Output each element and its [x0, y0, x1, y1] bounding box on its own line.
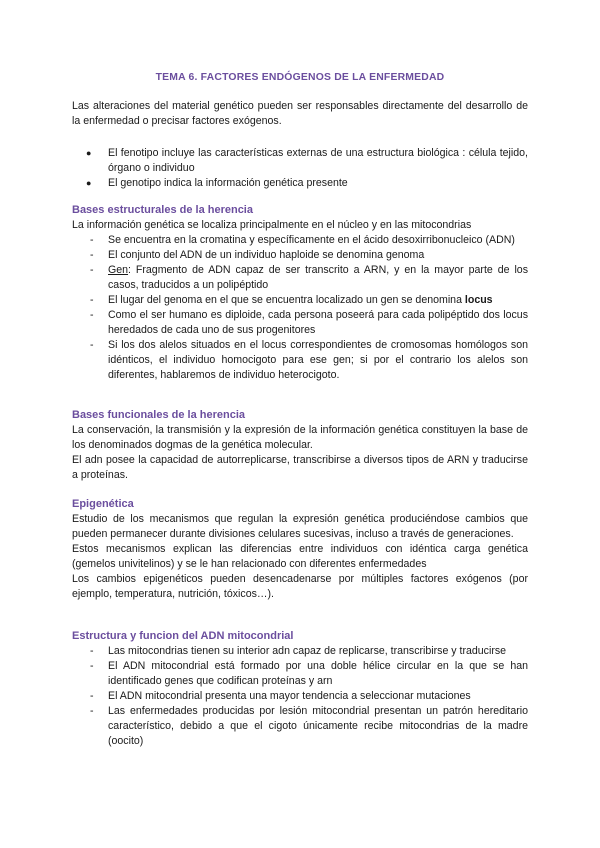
list-item: - Las enfermedades producidas por lesión mitocondrial presentan un patrón hereditario característico, debido a que el cigoto únicamente recibe mitocondrias de la madre (oocito): [72, 704, 528, 749]
bullet-item: ● El fenotipo incluye las características externas de una estructura biológica : célula tejido, órgano o individuo: [72, 146, 528, 176]
document-title: TEMA 6. FACTORES ENDÓGENOS DE LA ENFERMEDAD: [155, 72, 445, 83]
list-item: [72, 263, 528, 293]
list-item: [72, 293, 528, 308]
paragraph: La conservación, la transmisión y la expresión de la información genética constituyen la base de los denominados dogmas de la genética molecular.: [72, 424, 528, 451]
list-item: - Se encuentra en la cromatina y específicamente en el ácido desoxirribonucleico (ADN): [72, 233, 528, 248]
section-mitochondrial-dna: [72, 629, 528, 749]
section-epigenetics: [72, 497, 528, 602]
term-gen: Gen: [108, 264, 129, 276]
dash-list: [72, 644, 528, 749]
list-item: - Si los dos alelos situados en el locus correspondientes de cromosomas homólogos son idénticos, el individuo homocigoto para ese gen; si por el contrario los alelos son diferentes, hablaremos de individuo heterocigoto.: [72, 338, 528, 383]
section-heading: Bases estructurales de la herencia: [72, 204, 253, 216]
definition-text: El lugar del genoma en el que se encuentra localizado un gen se denomina: [108, 294, 465, 306]
paragraph: Los cambios epigenéticos pueden desencadenarse por múltiples factores exógenos (por ejemplo, temperatura, nutrición, tóxicos…).: [72, 573, 528, 600]
dash-list: [72, 233, 528, 383]
list-item: - Como el ser humano es diploide, cada persona poseerá para cada polipéptido dos locus heredados de cada uno de sus progenitores: [72, 308, 528, 338]
definition-text: : Fragmento de ADN capaz de ser transcrito a ARN, y en la mayor parte de los casos, traducidos a un polipéptido: [108, 264, 528, 291]
section-structural-bases: [72, 203, 528, 383]
intro-block: [72, 99, 528, 129]
list-item: - El conjunto del ADN de un individuo haploide se denomina genoma: [72, 248, 528, 263]
section-heading: Estructura y funcion del ADN mitocondrial: [72, 630, 294, 642]
term-locus: locus: [464, 294, 493, 306]
paragraph: Estudio de los mecanismos que regulan la expresión genética produciéndose cambios que pueden permanecer durante divisiones celulares sucesivas, incluso a través de generaciones.: [72, 513, 528, 540]
list-item: - El ADN mitocondrial está formado por una doble hélice circular en la que se han identificado genes que codifican proteínas y arn: [72, 659, 528, 689]
section-functional-bases: [72, 408, 528, 483]
list-item: - El ADN mitocondrial presenta una mayor tendencia a seleccionar mutaciones: [72, 689, 528, 704]
section-heading: Epigenética: [72, 498, 134, 510]
intro-bullet-list: [72, 146, 528, 191]
section-lead: La información genética se localiza principalmente en el núcleo y en las mitocondrias: [72, 219, 472, 231]
paragraph: Estos mecanismos explican las diferencias entre individuos con idéntica carga genética (gemelos univitelinos) y se le han relacionado con diferentes enfermedades: [72, 543, 528, 570]
list-item: - Las mitocondrias tienen su interior adn capaz de replicarse, transcribirse y traducirse: [72, 644, 528, 659]
paragraph: El adn posee la capacidad de autorreplicarse, transcribirse a diversos tipos de ARN y traducirse a proteínas.: [72, 454, 528, 481]
bullet-item: ● El genotipo indica la información genética presente: [72, 176, 528, 191]
intro-paragraph: Las alteraciones del material genético pueden ser responsables directamente del desarrollo de la enfermedad o precisar factores exógenos.: [72, 100, 528, 127]
section-heading: Bases funcionales de la herencia: [72, 409, 246, 421]
